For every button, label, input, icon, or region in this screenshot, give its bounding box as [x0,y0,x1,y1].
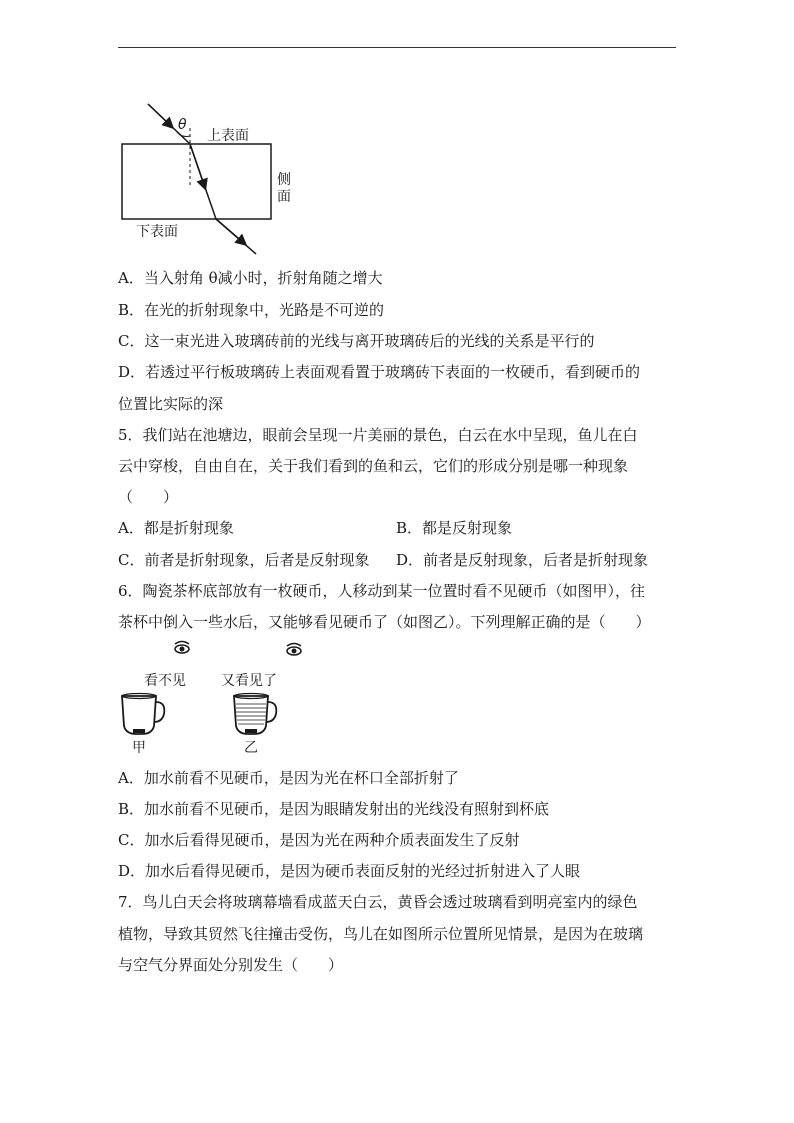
label-can-see-again: 又看见了 [221,673,277,689]
label-cannot-see: 看不见 [144,673,186,689]
teacup-coin-figure [108,636,328,756]
q6-option-c: C．加水后看得见硬币，是因为光在两种介质表面发生了反射 [118,831,520,849]
q5-stem-2: 云中穿梭，自由自在，关于我们看到的鱼和云，它们的形成分别是哪一种现象 [118,457,629,475]
cup-label-yi: 乙 [244,740,258,756]
q4-option-b: B．在光的折射现象中，光路是不可逆的 [118,301,385,319]
q7-stem-3: 与空气分界面处分别发生（ ） [118,956,344,974]
q6-option-b: B．加水前看不见硬币，是因为眼睛发射出的光线没有照射到杯底 [118,800,550,818]
q4-option-d-cont: 位置比实际的深 [118,395,224,413]
cup-label-jia: 甲 [132,740,146,756]
bottom-surface-label: 下表面 [136,224,178,240]
side-surface-label-2: 面 [277,189,291,205]
coin-yi [245,729,257,733]
q5-stem-1: 5．我们站在池塘边，眼前会呈现一片美丽的景色，白云在水中呈现，鱼儿在白 [118,426,638,444]
q4-option-a: A．当入射角 θ减小时，折射角随之增大 [118,269,383,287]
water-fill [236,704,266,724]
cup-jia [122,694,164,735]
q6-stem-2: 茶杯中倒入一些水后，又能够看见硬币了（如图乙）。下列理解正确的是（ ） [118,613,651,631]
angle-theta-label: θ [178,117,187,133]
eye-icon-right [287,644,301,656]
q7-stem-2: 植物，导致其贸然飞往撞击受伤，鸟儿在如图所示位置所见情景，是因为在玻璃 [118,925,644,943]
glass-brick [122,144,271,219]
coin-jia [133,729,145,733]
q5-option-b: B．都是反射现象 [396,519,513,537]
eye-icon-left [175,642,189,654]
q7-stem-1: 7．鸟儿白天会将玻璃幕墙看成蓝天白云，黄昏会透过玻璃看到明亮室内的绿色 [118,893,638,911]
glass-brick-refraction-figure [110,98,310,263]
header-rule [118,47,676,48]
q5-option-d: D．前者是反射现象，后者是折射现象 [396,551,649,569]
q5-stem-3: （ ） [118,488,179,506]
q4-option-d: D．若透过平行板玻璃砖上表面观看置于玻璃砖下表面的一枚硬币，看到硬币的 [118,363,641,381]
q6-stem-1: 6．陶瓷茶杯底部放有一枚硬币，人移动到某一位置时看不见硬币（如图甲），往 [118,582,646,600]
q5-option-a: A．都是折射现象 [118,519,234,537]
side-surface-label-1: 侧 [277,172,291,188]
cup-yi [234,694,276,735]
q6-option-a: A．加水前看不见硬币，是因为光在杯口全部折射了 [118,769,459,787]
q6-option-d: D．加水后看得见硬币，是因为硬币表面反射的光经过折射进入了人眼 [118,862,581,880]
top-surface-label: 上表面 [207,128,249,144]
q4-option-c: C．这一束光进入玻璃砖前的光线与离开玻璃砖后的光线的关系是平行的 [118,332,595,350]
q5-option-c: C．前者是折射现象，后者是反射现象 [118,551,370,569]
